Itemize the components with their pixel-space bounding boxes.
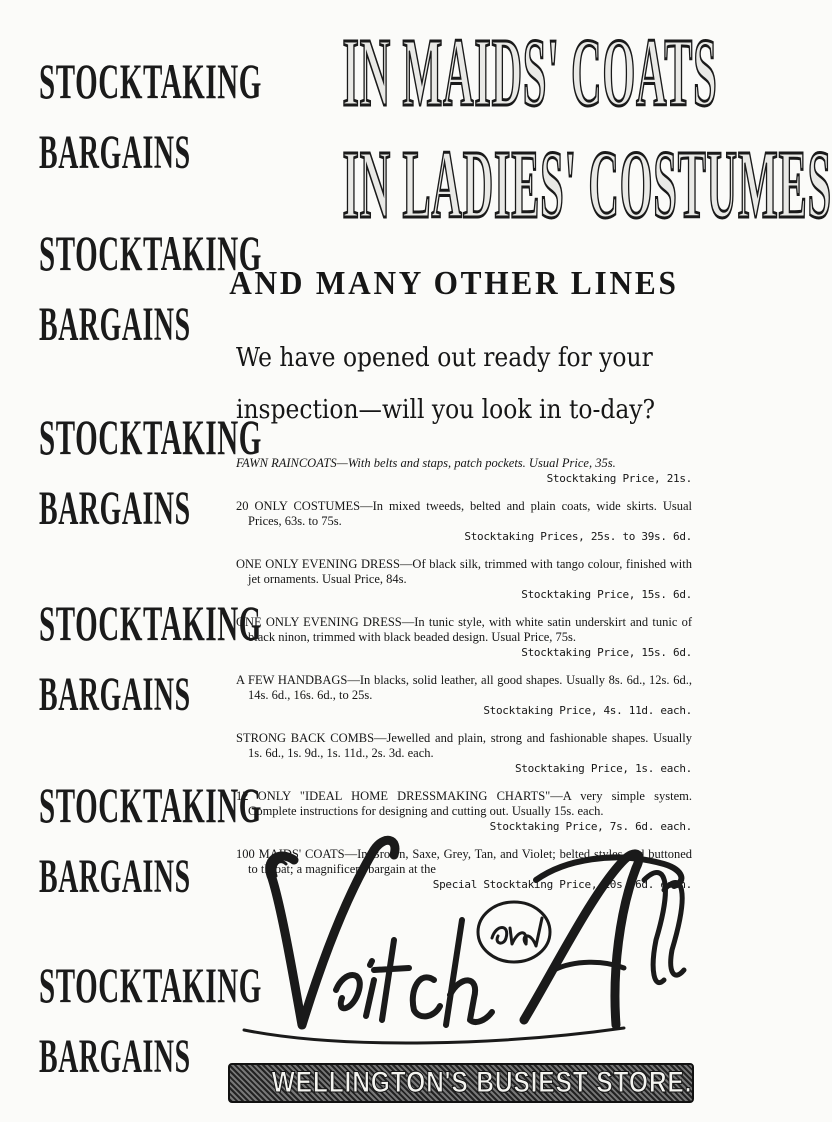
headline-maids-coats: IN MAIDS' COATS bbox=[342, 19, 718, 127]
item-description: 100 MAIDS' COATS—In Brown, Saxe, Grey, Tan, and Violet; belted styles and buttoned to throat; a magnificent bargain at the bbox=[236, 847, 692, 876]
sidebar-line2: BARGAINS bbox=[39, 298, 191, 351]
store-logo bbox=[224, 820, 694, 1122]
item-price: Stocktaking Price, 15s. 6d. bbox=[521, 646, 692, 659]
item-description: ONE ONLY EVENING DRESS—In tunic style, with white satin underskirt and tunic of black ninon, trimmed with black beaded design. Usual Price, 75s. bbox=[236, 615, 692, 644]
sidebar-block-6 bbox=[39, 957, 262, 1083]
sidebar-line2: BARGAINS bbox=[39, 482, 191, 535]
sidebar-block-1 bbox=[39, 53, 262, 179]
banner-text: WELLINGTON'S BUSIEST STORE. bbox=[271, 1066, 693, 1099]
sidebar-line1: STOCKTAKING bbox=[39, 53, 262, 109]
headline-ladies-costumes: IN LADIES' COSTUMES bbox=[342, 131, 832, 239]
store-banner bbox=[228, 1063, 694, 1103]
list-item bbox=[236, 557, 692, 602]
item-price: Stocktaking Prices, 25s. to 39s. 6d. bbox=[464, 530, 692, 543]
subhead: AND MANY OTHER LINES bbox=[229, 265, 679, 302]
item-description: A FEW HANDBAGS—In blacks, solid leather, all good shapes. Usually 8s. 6d., 12s. 6d., 14s. 6d., 16s. 6d., to 25s. bbox=[236, 673, 692, 702]
sidebar-block-5 bbox=[39, 777, 262, 903]
item-description: 20 ONLY COSTUMES—In mixed tweeds, belted and plain coats, wide skirts. Usual Prices, 63s. to 75s. bbox=[236, 499, 692, 528]
lead-line-2: inspection—will you look in to-day? bbox=[236, 395, 656, 425]
sidebar-line1: STOCKTAKING bbox=[39, 595, 262, 651]
list-item bbox=[236, 499, 692, 544]
list-item bbox=[236, 673, 692, 718]
item-description: STRONG BACK COMBS—Jewelled and plain, strong and fashionable shapes. Usually 1s. 6d., 1s. 9d., 1s. 11d., 2s. 3d. each. bbox=[236, 731, 692, 760]
item-price: Special Stocktaking Price, 10s. 6d. each. bbox=[432, 878, 692, 891]
item-price: Stocktaking Price, 15s. 6d. bbox=[521, 588, 692, 601]
list-item bbox=[236, 456, 692, 486]
sidebar-line1: STOCKTAKING bbox=[39, 409, 262, 465]
sidebar-line1: STOCKTAKING bbox=[39, 957, 262, 1013]
sidebar-line1: STOCKTAKING bbox=[39, 777, 262, 833]
item-price: Stocktaking Price, 1s. each. bbox=[514, 762, 692, 775]
sidebar-line2: BARGAINS bbox=[39, 126, 191, 179]
sidebar-block-3 bbox=[39, 409, 262, 535]
item-price: Stocktaking Price, 7s. 6d. each. bbox=[489, 820, 692, 833]
item-description: ONE ONLY EVENING DRESS—Of black silk, trimmed with tango colour, finished with jet ornaments. Usual Price, 84s. bbox=[236, 557, 692, 586]
sidebar-block-4 bbox=[39, 595, 262, 721]
item-price: Stocktaking Price, 21s. bbox=[546, 472, 692, 485]
item-price: Stocktaking Price, 4s. 11d. each. bbox=[483, 704, 692, 717]
sidebar-line2: BARGAINS bbox=[39, 850, 191, 903]
lead-line-1: We have opened out ready for your bbox=[236, 343, 653, 373]
sidebar-line1: STOCKTAKING bbox=[39, 225, 262, 281]
signature-logo-icon bbox=[224, 820, 694, 1060]
sidebar-block-2 bbox=[39, 225, 262, 351]
sidebar-line2: BARGAINS bbox=[39, 1030, 191, 1083]
item-description: 12 ONLY "IDEAL HOME DRESSMAKING CHARTS"—A very simple system. Complete instructions for designing and cutting out. Usually 15s. each. bbox=[236, 789, 692, 818]
item-description: FAWN RAINCOATS—With belts and staps, patch pockets. Usual Price, 35s. bbox=[236, 456, 616, 470]
list-item bbox=[236, 731, 692, 776]
list-item bbox=[236, 615, 692, 660]
sidebar-line2: BARGAINS bbox=[39, 668, 191, 721]
